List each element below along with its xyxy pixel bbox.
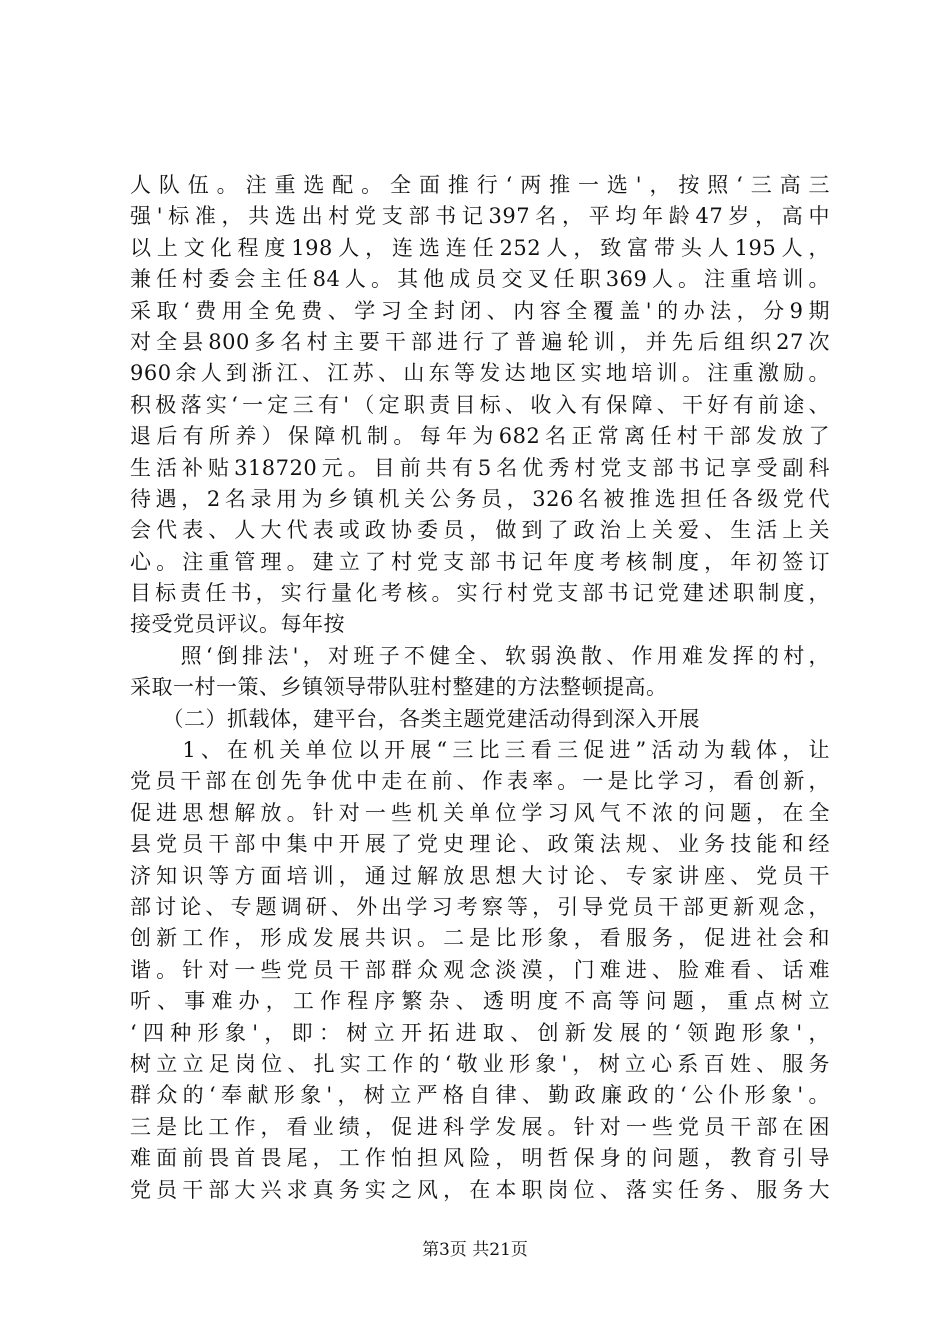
text-line: 接受党员评议。每年按 (130, 612, 345, 637)
text-line: 心。注重管理。建立了村党支部书记年度考核制度，年初签订 (130, 549, 830, 574)
page-number: 第3页 共21页 (422, 1240, 528, 1260)
text-line: 济知识等方面培训，通过解放思想大讨论、专家讲座、党员干 (130, 863, 830, 888)
text-line: 以上文化程度198人，连选连任252人，致富带头人195人， (130, 235, 830, 260)
text-line: 县党员干部中集中开展了党史理论、政策法规、业务技能和经 (130, 832, 830, 857)
text-line: （二）抓载体，建平台，各类主题党建活动得到深入开展 (130, 706, 700, 731)
text-line: 照‘倒排法'，对班子不健全、软弱涣散、作用难发挥的村， (130, 643, 830, 668)
text-line: 部讨论、专题调研、外出学习考察等，引导党员干部更新观念， (130, 894, 830, 919)
text-line: 采取一村一策、乡镇领导带队驻村整建的方法整顿提高。 (130, 675, 668, 700)
text-line: 960余人到浙江、江苏、山东等发达地区实地培训。注重激励。 (130, 361, 830, 386)
text-line: 群众的‘奉献形象'，树立严格自律、勤政廉政的‘公仆形象'。 (130, 1083, 830, 1108)
text-line: 树立立足岗位、扎实工作的‘敬业形象'，树立心系百姓、服务 (130, 1051, 830, 1076)
text-line: ‘四种形象'，即：树立开拓进取、创新发展的‘领跑形象'， (130, 1020, 830, 1045)
text-line: 兼任村委会主任84人。其他成员交叉任职369人。注重培训。 (130, 267, 830, 292)
text-line: 待遇，2名录用为乡镇机关公务员，326名被推选担任各级党代 (130, 486, 830, 511)
text-line: 难面前畏首畏尾，工作怕担风险，明哲保身的问题，教育引导 (130, 1146, 830, 1171)
text-line: 谐。针对一些党员干部群众观念淡漠，门难进、脸难看、话难 (130, 957, 830, 982)
text-line: 积极落实‘一定三有'（定职责目标、收入有保障、干好有前途、 (130, 392, 830, 417)
text-line: 强'标准，共选出村党支部书记397名，平均年龄47岁，高中 (130, 204, 830, 229)
text-line: 三是比工作，看业绩，促进科学发展。针对一些党员干部在困 (130, 1114, 830, 1139)
text-line: 退后有所养）保障机制。每年为682名正常离任村干部发放了 (130, 424, 830, 449)
text-line: 生活补贴318720元。目前共有5名优秀村党支部书记享受副科 (130, 455, 830, 480)
text-line: 促进思想解放。针对一些机关单位学习风气不浓的问题，在全 (130, 800, 830, 825)
text-line: 人队伍。注重选配。全面推行‘两推一选'，按照‘三高三 (130, 173, 830, 197)
text-line: 听、事难办，工作程序繁杂、透明度不高等问题，重点树立 (130, 989, 830, 1014)
text-line: 采取‘费用全免费、学习全封闭、内容全覆盖'的办法，分9期 (130, 298, 830, 323)
text-line: 1、在机关单位以开展“三比三看三促进”活动为载体，让 (130, 738, 830, 763)
text-line: 会代表、人大代表或政协委员，做到了政治上关爱、生活上关 (130, 518, 830, 543)
body-text (130, 170, 830, 1206)
text-line: 对全县800多名村主要干部进行了普遍轮训，并先后组织27次 (130, 329, 830, 354)
text-line: 党员干部在创先争优中走在前、作表率。一是比学习，看创新， (130, 769, 830, 794)
text-line: 创新工作，形成发展共识。二是比形象，看服务，促进社会和 (130, 926, 830, 951)
text-line: 目标责任书，实行量化考核。实行村党支部书记党建述职制度， (130, 581, 830, 606)
text-line: 党员干部大兴求真务实之风，在本职岗位、落实任务、服务大 (130, 1177, 830, 1202)
